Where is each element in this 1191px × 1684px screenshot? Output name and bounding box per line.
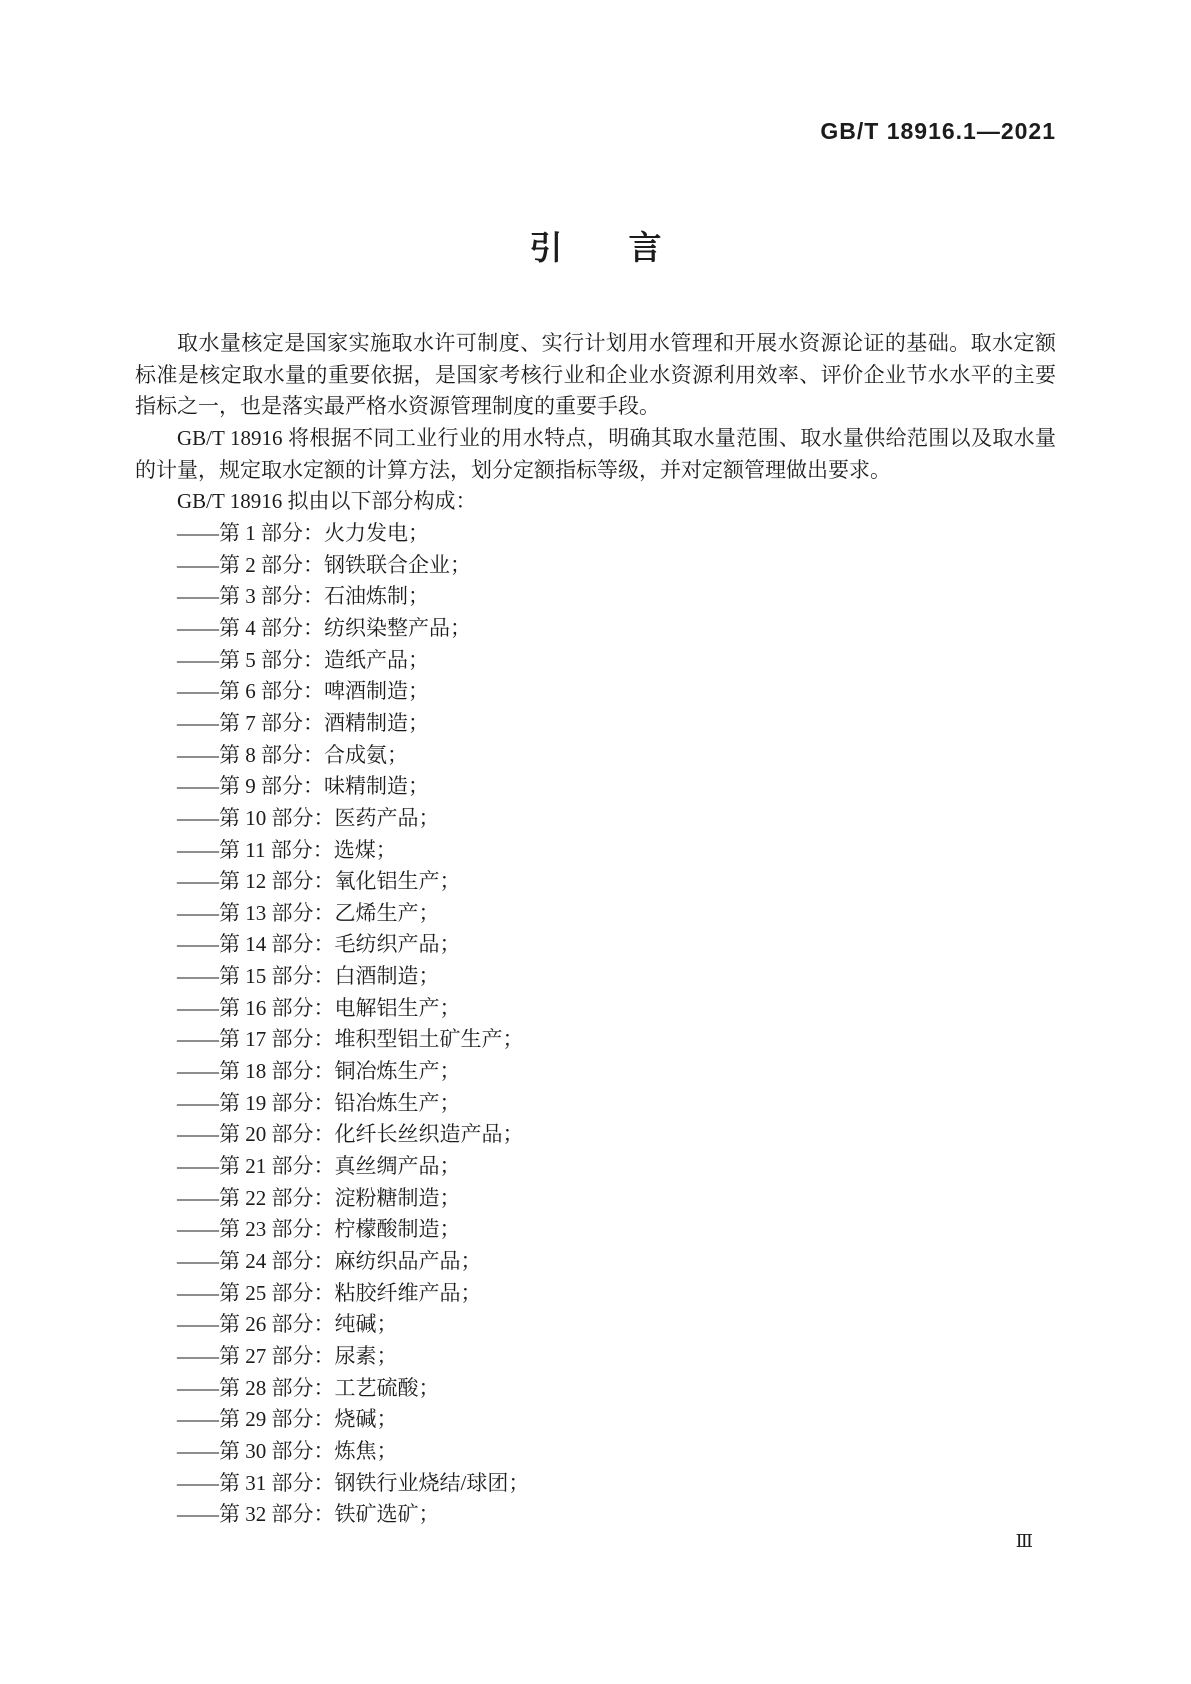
parts-list-item: ——第 10 部分：医药产品； — [177, 805, 440, 830]
parts-list-item: ——第 21 部分：真丝绸产品； — [177, 1154, 461, 1179]
page-title: 引 言 — [529, 229, 662, 266]
parts-list-item: ——第 17 部分：堆积型铝土矿生产； — [177, 1027, 524, 1052]
parts-list-item: ——第 18 部分：铜冶炼生产； — [177, 1059, 461, 1084]
parts-list-item: ——第 9 部分：味精制造； — [177, 774, 429, 799]
parts-list-item: ——第 4 部分：纺织染整产品； — [177, 615, 471, 640]
parts-list-item: ——第 6 部分：啤酒制造； — [177, 679, 429, 704]
intro-paragraph-2: GB/T 18916 将根据不同工业行业的用水特点，明确其取水量范围、取水量供给范围以及取水量的计量，规定取水定额的计算方法，划分定额指标等级，并对定额管理做出要求。 — [135, 425, 1056, 482]
parts-list-item: ——第 19 部分：铅冶炼生产； — [177, 1090, 461, 1115]
parts-list-item: ——第 20 部分：化纤长丝织造产品； — [177, 1122, 524, 1147]
parts-list-item: ——第 27 部分：尿素； — [177, 1344, 398, 1368]
parts-list-item: ——第 30 部分：炼焦； — [177, 1438, 398, 1463]
parts-list-item: ——第 32 部分：铁矿选矿； — [177, 1502, 440, 1527]
parts-list-item: ——第 25 部分：粘胶纤维产品； — [177, 1280, 482, 1305]
parts-list-item: ——第 2 部分：钢铁联合企业； — [177, 552, 471, 577]
intro-paragraph-3: GB/T 18916 拟由以下部分构成： — [177, 489, 477, 514]
parts-list-item: ——第 1 部分：火力发电； — [177, 520, 429, 545]
parts-list-item: ——第 31 部分：钢铁行业烧结/球团； — [177, 1470, 530, 1495]
intro-paragraph-1: 取水量核定是国家实施取水许可制度、实行计划用水管理和开展水资源论证的基础。取水定额标准是核定取水量的重要依据，是国家考核行业和企业水资源利用效率、评价企业节水水平的主要指标之一，也是落实最严格水资源管理制度的重要手段。 — [135, 331, 1056, 419]
parts-list-item: ——第 22 部分：淀粉糖制造； — [177, 1185, 461, 1210]
parts-list-item: ——第 26 部分：纯碱； — [177, 1312, 398, 1337]
parts-list-item: ——第 23 部分：柠檬酸制造； — [177, 1217, 461, 1242]
parts-list-item: ——第 14 部分：毛纺织产品； — [177, 932, 461, 957]
parts-list-item: ——第 12 部分：氧化铝生产； — [177, 869, 461, 894]
parts-list-item: ——第 24 部分：麻纺织品产品； — [177, 1249, 482, 1274]
parts-list-item: ——第 28 部分：工艺硫酸； — [177, 1375, 440, 1400]
parts-list-item: ——第 13 部分：乙烯生产； — [177, 900, 440, 925]
standard-number: GB/T 18916.1—2021 — [820, 118, 1056, 144]
page-number: Ⅲ — [1015, 1531, 1033, 1551]
parts-list-item: ——第 29 部分：烧碱； — [177, 1407, 398, 1432]
parts-list — [135, 518, 1056, 1531]
parts-list-item: ——第 3 部分：石油炼制； — [177, 584, 429, 609]
parts-list-item: ——第 16 部分：电解铝生产； — [177, 995, 461, 1020]
parts-list-item: ——第 11 部分：选煤； — [177, 837, 397, 862]
parts-list-item: ——第 8 部分：合成氨； — [177, 742, 408, 767]
parts-list-item: ——第 7 部分：酒精制造； — [177, 710, 429, 735]
introduction-body — [135, 328, 1056, 1531]
parts-list-item: ——第 5 部分：造纸产品； — [177, 647, 429, 672]
parts-list-item: ——第 15 部分：白酒制造； — [177, 964, 440, 989]
